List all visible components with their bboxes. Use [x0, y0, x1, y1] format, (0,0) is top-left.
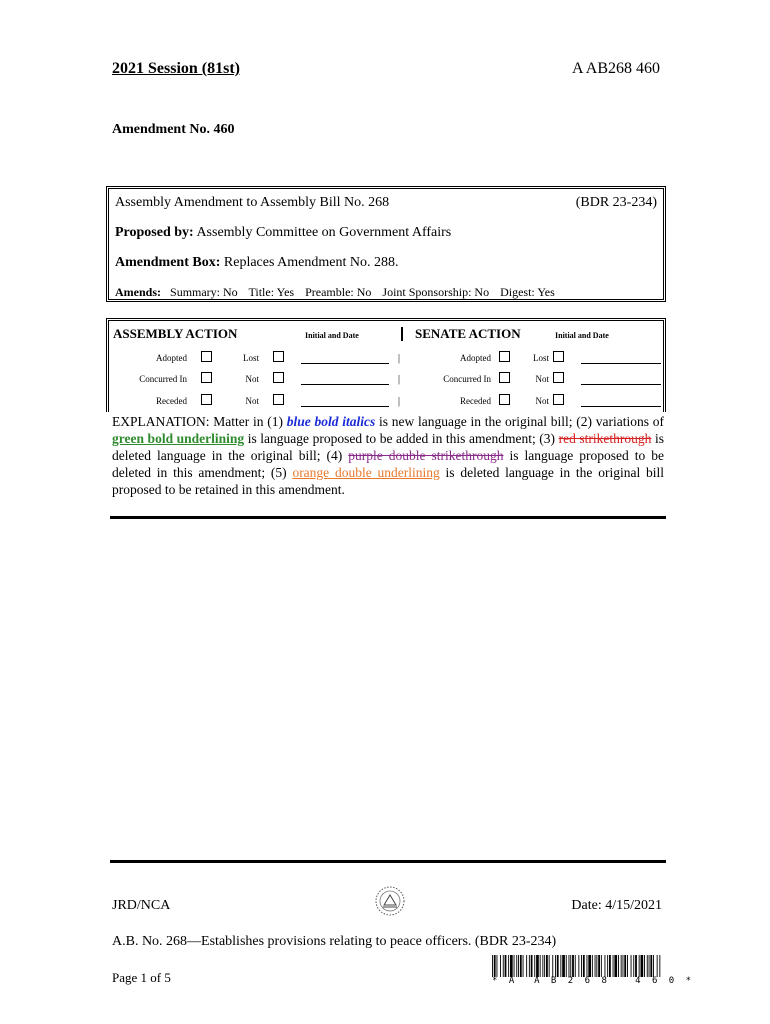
- amendment-box-label: Amendment Box:: [115, 255, 221, 270]
- barcode-bar: [607, 955, 608, 977]
- barcode-bar: [510, 955, 513, 977]
- explanation-text: is language proposed to be deleted in this amendment; (5): [112, 448, 665, 480]
- barcode-bar: [572, 955, 574, 977]
- barcode-bar: [639, 955, 640, 977]
- senate-initial-line[interactable]: [581, 363, 661, 364]
- barcode-bar: [578, 955, 579, 977]
- barcode-bar: [514, 955, 515, 977]
- proposed-by: [115, 225, 451, 241]
- assembly-not-concurred-checkbox[interactable]: [273, 372, 284, 383]
- barcode-bar: [659, 955, 660, 977]
- barcode-bar: [601, 955, 602, 977]
- bdr-number: (BDR 23-234): [575, 195, 657, 210]
- amends-title: Title: Yes: [248, 285, 295, 299]
- amendment-date: Date: 4/15/2021: [571, 898, 662, 913]
- explanation-text: is deleted language in the original bill; (4): [112, 431, 664, 463]
- orange-underline-sample: orange double underlining: [292, 465, 440, 480]
- explanation-text: EXPLANATION: Matter in (1): [112, 414, 287, 429]
- page-number: Page 1 of 5: [112, 970, 171, 985]
- barcode-bar: [497, 955, 498, 977]
- barcode-bar: [627, 955, 628, 977]
- amends-summary: Summary: No: [170, 285, 238, 299]
- barcode-bar: [596, 955, 597, 977]
- barcode-bar: [609, 955, 611, 977]
- barcode-bar: [518, 955, 519, 977]
- senate-initial-date-label: Initial and Date: [555, 331, 609, 340]
- barcode-bar: [529, 955, 530, 977]
- barcode-text: * A A B 2 6 8 4 6 0 *: [492, 976, 695, 986]
- barcode-bar: [644, 955, 645, 977]
- drafter-initials: JRD/NCA: [112, 898, 171, 913]
- assembly-initial-line[interactable]: [301, 363, 389, 364]
- amends-preamble: Preamble: No: [305, 285, 372, 299]
- senate-not-receded-checkbox[interactable]: [553, 394, 564, 405]
- barcode-bar: [618, 955, 619, 977]
- assembly-lost-label: Lost: [242, 353, 259, 363]
- barcode-bar: [549, 955, 550, 977]
- senate-action-heading: SENATE ACTION: [415, 326, 521, 341]
- senate-receded-checkbox[interactable]: [499, 394, 510, 405]
- barcode-bar: [542, 955, 543, 977]
- assembly-adopted-checkbox[interactable]: [201, 351, 212, 362]
- amendment-box-line: [115, 255, 398, 271]
- barcode-bar: [520, 955, 522, 977]
- barcode-bar: [534, 955, 535, 977]
- action-divider: [401, 327, 403, 341]
- row-separator: |: [398, 353, 401, 364]
- explanation-paragraph: [112, 413, 664, 498]
- assembly-receded-checkbox[interactable]: [201, 394, 212, 405]
- section-divider: [110, 516, 666, 519]
- senate-adopted-label: Adopted: [460, 353, 491, 363]
- amendment-title: Assembly Amendment to Assembly Bill No. 268: [115, 195, 390, 210]
- state-seal-icon: [374, 885, 406, 917]
- barcode-bar: [526, 955, 527, 977]
- row-separator: |: [398, 396, 401, 407]
- green-underline-sample: green bold underlining: [112, 431, 245, 446]
- barcode-bar: [492, 955, 493, 977]
- senate-receded-label: Receded: [460, 396, 491, 406]
- senate-lost-checkbox[interactable]: [553, 351, 564, 362]
- row-separator: |: [398, 374, 401, 385]
- assembly-concurred-label: Concurred In: [139, 374, 187, 384]
- senate-concurred-checkbox[interactable]: [499, 372, 510, 383]
- barcode-bar: [653, 955, 654, 977]
- barcode-bar: [649, 955, 650, 977]
- assembly-action-heading: ASSEMBLY ACTION: [113, 326, 238, 341]
- barcode-bar: [624, 955, 626, 977]
- barcode-bar: [536, 955, 539, 977]
- barcode-bar: [633, 955, 634, 977]
- barcode-bar: [657, 955, 658, 977]
- explanation-text: is language proposed to be added in this amendment; (3): [244, 431, 559, 446]
- senate-not-receded-label: Not: [535, 396, 549, 406]
- barcode: [492, 955, 662, 977]
- barcode-bar: [500, 955, 501, 977]
- barcode-bar: [583, 955, 585, 977]
- barcode-bar: [588, 955, 591, 977]
- barcode-bar: [566, 955, 567, 977]
- barcode-bar: [592, 955, 593, 977]
- bill-summary: A.B. No. 268—Establishes provisions relating to peace officers. (BDR 23-234): [112, 934, 557, 949]
- barcode-bar: [557, 955, 559, 977]
- barcode-bar: [581, 955, 582, 977]
- barcode-bar: [546, 955, 548, 977]
- assembly-initial-line[interactable]: [301, 384, 389, 385]
- barcode-bar: [614, 955, 617, 977]
- barcode-bar: [613, 955, 614, 977]
- barcode-bar: [623, 955, 624, 977]
- barcode-bar: [562, 955, 565, 977]
- barcode-bar: [595, 955, 596, 977]
- senate-initial-line[interactable]: [581, 384, 661, 385]
- document-number: A AB268 460: [571, 60, 660, 77]
- senate-not-concurred-checkbox[interactable]: [553, 372, 564, 383]
- assembly-initial-line[interactable]: [301, 406, 389, 407]
- actions-table: [106, 318, 666, 412]
- assembly-receded-label: Receded: [156, 396, 187, 406]
- barcode-bar: [555, 955, 556, 977]
- blue-bold-italics-sample: blue bold italics: [286, 414, 376, 429]
- assembly-not-receded-label: Not: [245, 396, 259, 406]
- barcode-bar: [540, 955, 541, 977]
- barcode-bar: [631, 955, 632, 977]
- red-strikethrough-sample: red strikethrough: [558, 431, 652, 446]
- proposed-by-value: Assembly Committee on Government Affairs: [196, 225, 452, 240]
- barcode-bar: [575, 955, 576, 977]
- barcode-bar: [635, 955, 637, 977]
- barcode-bar: [570, 955, 571, 977]
- amends-digest: Digest: Yes: [500, 285, 555, 299]
- assembly-not-concurred-label: Not: [245, 374, 259, 384]
- amends-line: [115, 285, 563, 300]
- barcode-bar: [552, 955, 553, 977]
- barcode-bar: [641, 955, 644, 977]
- assembly-not-receded-checkbox[interactable]: [273, 394, 284, 405]
- purple-strikethrough-sample: purple double strikethrough: [348, 448, 504, 463]
- footer-divider: [110, 860, 666, 863]
- barcode-bar: [605, 955, 606, 977]
- barcode-bar: [523, 955, 524, 977]
- amendment-box: [106, 186, 666, 302]
- barcode-bar: [516, 955, 517, 977]
- senate-lost-label: Lost: [532, 353, 549, 363]
- assembly-initial-date-label: Initial and Date: [305, 331, 359, 340]
- amends-joint-sponsorship: Joint Sponsorship: No: [382, 285, 490, 299]
- barcode-bar: [503, 955, 504, 977]
- barcode-bar: [505, 955, 507, 977]
- barcode-bar: [569, 955, 570, 977]
- senate-initial-line[interactable]: [581, 406, 661, 407]
- assembly-concurred-checkbox[interactable]: [201, 372, 212, 383]
- barcode-bar: [531, 955, 533, 977]
- explanation-text: is new language in the original bill; (2) variations of: [375, 414, 664, 429]
- proposed-by-label: Proposed by:: [115, 225, 194, 240]
- barcode-bar: [587, 955, 588, 977]
- senate-not-concurred-label: Not: [535, 374, 549, 384]
- barcode-bar: [647, 955, 648, 977]
- senate-concurred-label: Concurred In: [443, 374, 491, 384]
- amendment-number: Amendment No. 460: [112, 122, 235, 137]
- amendment-box-value: Replaces Amendment No. 288.: [223, 255, 399, 270]
- assembly-adopted-label: Adopted: [156, 353, 187, 363]
- session-label: 2021 Session (81st): [112, 60, 241, 77]
- senate-adopted-checkbox[interactable]: [499, 351, 510, 362]
- barcode-bar: [598, 955, 600, 977]
- barcode-bar: [544, 955, 545, 977]
- barcode-bar: [508, 955, 509, 977]
- explanation-text: is deleted language in the original bill proposed to be retained in this amendment.: [112, 465, 665, 497]
- amends-label: Amends:: [115, 285, 162, 299]
- barcode-bar: [621, 955, 622, 977]
- assembly-lost-checkbox[interactable]: [273, 351, 284, 362]
- barcode-bar: [494, 955, 496, 977]
- barcode-bar: [560, 955, 561, 977]
- barcode-bar: [650, 955, 652, 977]
